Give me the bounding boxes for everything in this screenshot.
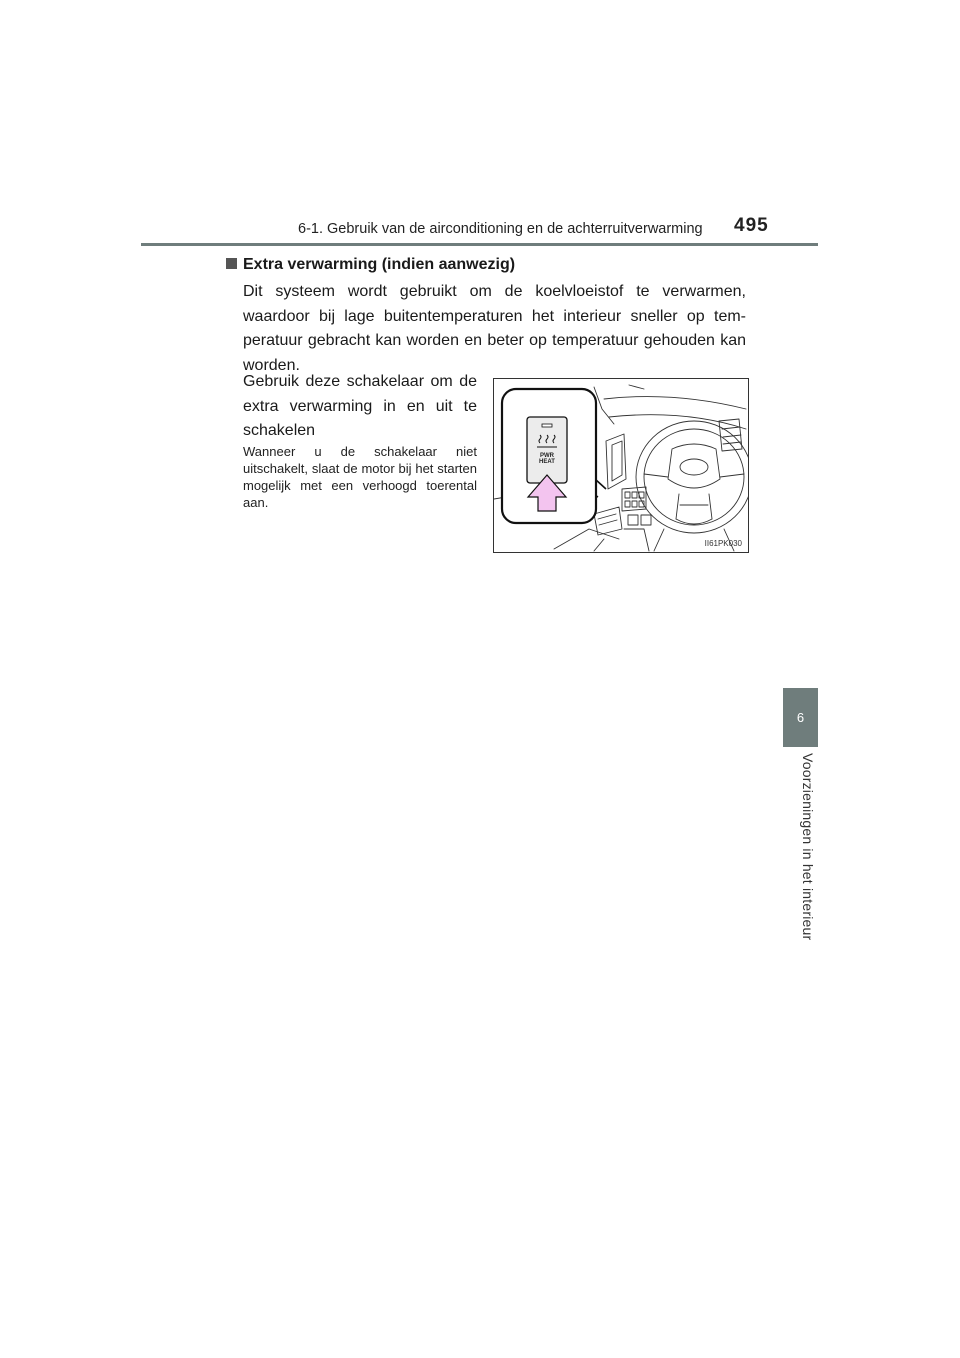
figure-code: II61PK030	[704, 539, 742, 548]
switch-label	[534, 453, 560, 465]
chapter-number: 6	[796, 710, 805, 725]
chapter-label: Voorzieningen in het interieur	[800, 753, 816, 941]
dashboard-drawing	[494, 379, 748, 552]
chapter-tab	[783, 688, 818, 747]
switch-label-line1: PWR	[540, 453, 554, 459]
section-heading	[226, 256, 515, 274]
switch-label-line2: HEAT	[539, 459, 555, 465]
page-number: 495	[734, 215, 769, 236]
intro-paragraph: Dit systeem wordt gebruikt om de koelvloeistof te verwarmen, waardoor bij lage buitentemperaturen het interieur sneller op tem-peratuur gebracht kan worden en beter op temperatuur gehouden kan worden.	[243, 283, 746, 374]
square-bullet-icon	[226, 258, 237, 269]
dashboard-illustration	[493, 378, 749, 553]
section-heading-text: Extra verwarming (indien aanwezig)	[243, 256, 516, 273]
header-rule	[141, 243, 818, 246]
note-paragraph: Wanneer u de schakelaar niet uitschakelt, slaat de motor bij het starten mogelijk met een verhoogd toerental aan.	[243, 444, 477, 510]
instruction-paragraph: Gebruik deze schakelaar om de extra verwarming in en uit te schakelen	[243, 373, 477, 439]
running-header-title: 6-1. Gebruik van de airconditioning en de achterruitverwarming	[298, 221, 703, 237]
